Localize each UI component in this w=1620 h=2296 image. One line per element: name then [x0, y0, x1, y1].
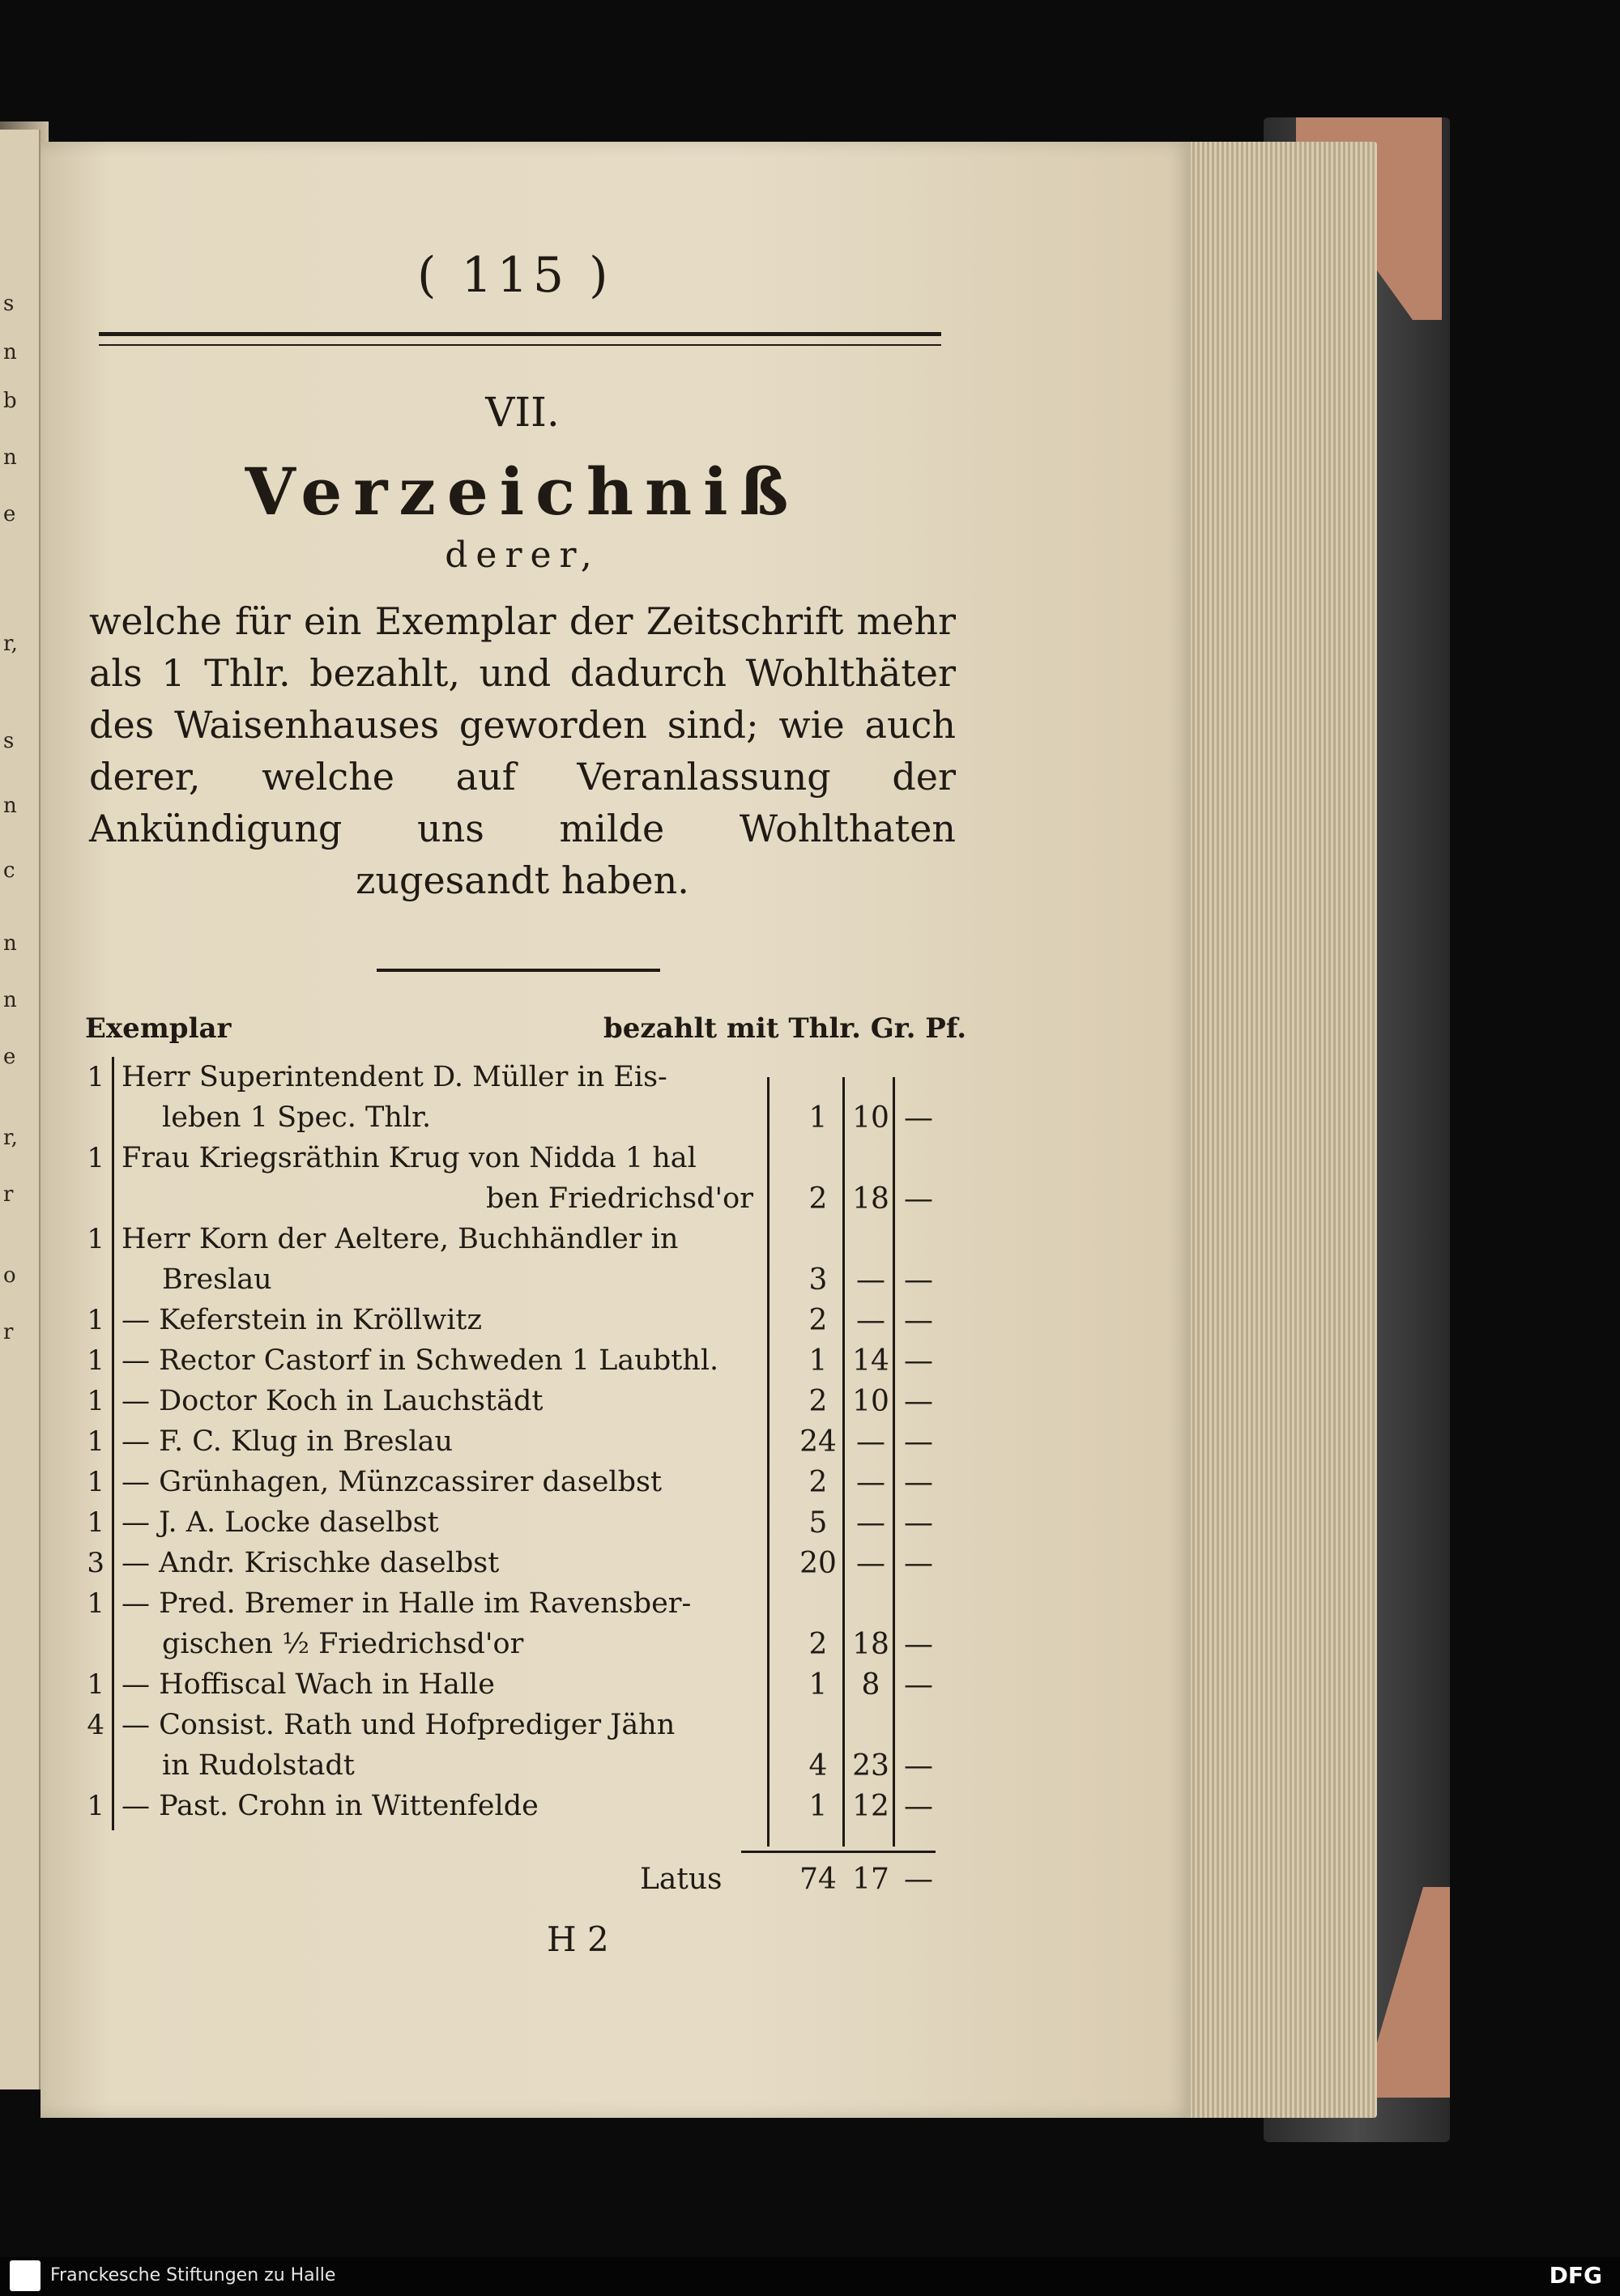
row-count: 1 [87, 1668, 104, 1701]
row-donor-continuation: ben Friedrichsd'or [486, 1182, 753, 1215]
row-donor-name: Frau Kriegsräthin Krug von Nidda 1 hal [122, 1142, 697, 1174]
latus-label: Latus [640, 1863, 723, 1896]
row-thlr: 3 [808, 1263, 828, 1297]
page-edges [1183, 142, 1377, 2118]
row-gr: 12 [852, 1790, 889, 1823]
left-page-fragment: n [3, 988, 17, 1012]
row-thlr: 1 [808, 1344, 828, 1378]
row-gr: 10 [852, 1101, 889, 1135]
row-gr: 23 [852, 1749, 889, 1783]
dfg-logo: DFG [1549, 2262, 1602, 2289]
left-page-fragment: n [3, 445, 17, 470]
row-thlr: 1 [808, 1101, 828, 1135]
row-donor-continuation: in Rudolstadt [162, 1749, 355, 1782]
row-count: 1 [87, 1587, 104, 1620]
row-donor-continuation: leben 1 Spec. Thlr. [162, 1101, 432, 1134]
row-gr: — [856, 1304, 885, 1337]
row-gr: 10 [852, 1385, 889, 1418]
row-donor-name: — Keferstein in Kröllwitz [122, 1304, 482, 1336]
row-pf: — [904, 1182, 933, 1216]
row-donor-continuation: Breslau [162, 1263, 272, 1296]
row-donor-name: — Hoffiscal Wach in Halle [122, 1668, 495, 1701]
left-page-fragment: r [3, 1182, 14, 1207]
column-header-payment: bezahlt mit Thlr. Gr. Pf. [603, 1012, 967, 1045]
page-title: Verzeichniß [245, 454, 800, 530]
row-gr: — [856, 1263, 885, 1297]
row-donor-continuation: gischen ½ Friedrichsd'or [162, 1628, 524, 1660]
left-page-edge [0, 130, 40, 2089]
latus-pf: — [904, 1863, 933, 1896]
left-page-fragment: r, [3, 1126, 18, 1150]
intro-paragraph: welche für ein Exemplar der Zeitschrift mehr als 1 Thlr. bezahlt, und dadurch Wohlthäter des Waisenhauses geworden sind; wie auch derer, welche auf Veranlassung der Ankündigung uns milde Wohlthaten zugesandt haben. [89, 599, 956, 902]
total-rule [741, 1851, 936, 1853]
row-donor-name: — Andr. Krischke daselbst [122, 1547, 500, 1579]
left-page-fragment: e [3, 502, 16, 526]
row-thlr: 2 [808, 1385, 828, 1418]
footer-bar [0, 2257, 1620, 2296]
row-count: 3 [87, 1547, 104, 1579]
row-gr: — [856, 1506, 885, 1540]
left-page-fragment: n [3, 794, 17, 818]
left-page-fragment: r, [3, 632, 18, 656]
row-count: 4 [87, 1709, 104, 1741]
signature-mark: H 2 [547, 1919, 609, 1959]
header-rule [99, 332, 941, 346]
row-pf: — [904, 1344, 933, 1378]
left-page-fragment: n [3, 340, 17, 364]
left-page-fragment: e [3, 1045, 16, 1069]
row-pf: — [904, 1304, 933, 1337]
row-thlr: 2 [808, 1304, 828, 1337]
left-page-fragment: o [3, 1263, 16, 1288]
row-thlr: 1 [808, 1668, 828, 1702]
table-rule-left [112, 1057, 114, 1830]
institution-logo-icon [10, 2260, 40, 2291]
row-thlr: 5 [808, 1506, 828, 1540]
row-donor-name: — Past. Crohn in Wittenfelde [122, 1790, 539, 1822]
row-gr: — [856, 1425, 885, 1459]
row-count: 1 [87, 1506, 104, 1539]
row-donor-name: — Rector Castorf in Schweden 1 Laubthl. [122, 1344, 719, 1377]
row-pf: — [904, 1628, 933, 1661]
column-header-exemplar: Exemplar [85, 1012, 232, 1045]
row-pf: — [904, 1506, 933, 1540]
row-pf: — [904, 1101, 933, 1135]
row-count: 1 [87, 1344, 104, 1377]
row-gr: — [856, 1547, 885, 1580]
row-count: 1 [87, 1466, 104, 1498]
row-pf: — [904, 1425, 933, 1459]
footer-institution: Franckesche Stiftungen zu Halle [50, 2265, 336, 2285]
left-page-fragment: s [3, 292, 15, 316]
row-donor-name: — Pred. Bremer in Halle im Ravensber- [122, 1587, 692, 1620]
row-donor-name: — Consist. Rath und Hofprediger Jähn [122, 1709, 676, 1741]
row-pf: — [904, 1385, 933, 1418]
left-page-fragment: s [3, 729, 15, 753]
divider-rule [377, 969, 660, 972]
row-pf: — [904, 1668, 933, 1702]
row-count: 1 [87, 1142, 104, 1174]
row-thlr: 2 [808, 1466, 828, 1499]
table-rule-thlr [767, 1077, 770, 1847]
row-donor-name: Herr Superintendent D. Müller in Eis- [122, 1061, 667, 1093]
row-donor-name: — F. C. Klug in Breslau [122, 1425, 453, 1458]
row-gr: 8 [861, 1668, 880, 1702]
row-count: 1 [87, 1385, 104, 1417]
row-count: 1 [87, 1425, 104, 1458]
row-thlr: 1 [808, 1790, 828, 1823]
row-gr: 14 [852, 1344, 889, 1378]
row-thlr: 24 [799, 1425, 837, 1459]
row-donor-name: — Doctor Koch in Lauchstädt [122, 1385, 544, 1417]
row-thlr: 4 [808, 1749, 828, 1783]
left-page-fragment: b [3, 389, 17, 413]
left-page-fragment: c [3, 858, 15, 883]
row-thlr: 2 [808, 1628, 828, 1661]
left-page-fragment: n [3, 931, 17, 956]
row-gr: — [856, 1466, 885, 1499]
row-thlr: 2 [808, 1182, 828, 1216]
row-donor-name: — Grünhagen, Münzcassirer daselbst [122, 1466, 663, 1498]
latus-thlr: 74 [799, 1863, 837, 1896]
row-pf: — [904, 1263, 933, 1297]
latus-gr: 17 [852, 1863, 889, 1896]
row-count: 1 [87, 1223, 104, 1255]
subtitle: derer, [445, 535, 600, 576]
row-donor-name: — J. A. Locke daselbst [122, 1506, 439, 1539]
row-pf: — [904, 1547, 933, 1580]
row-count: 1 [87, 1790, 104, 1822]
row-pf: — [904, 1466, 933, 1499]
row-thlr: 20 [799, 1547, 837, 1580]
section-number: VII. [485, 389, 560, 436]
row-gr: 18 [852, 1182, 889, 1216]
row-pf: — [904, 1790, 933, 1823]
row-donor-name: Herr Korn der Aeltere, Buchhändler in [122, 1223, 679, 1255]
row-count: 1 [87, 1061, 104, 1093]
left-page-fragment: r [3, 1320, 14, 1344]
row-count: 1 [87, 1304, 104, 1336]
page-number: ( 115 ) [417, 247, 613, 304]
row-gr: 18 [852, 1628, 889, 1661]
row-pf: — [904, 1749, 933, 1783]
